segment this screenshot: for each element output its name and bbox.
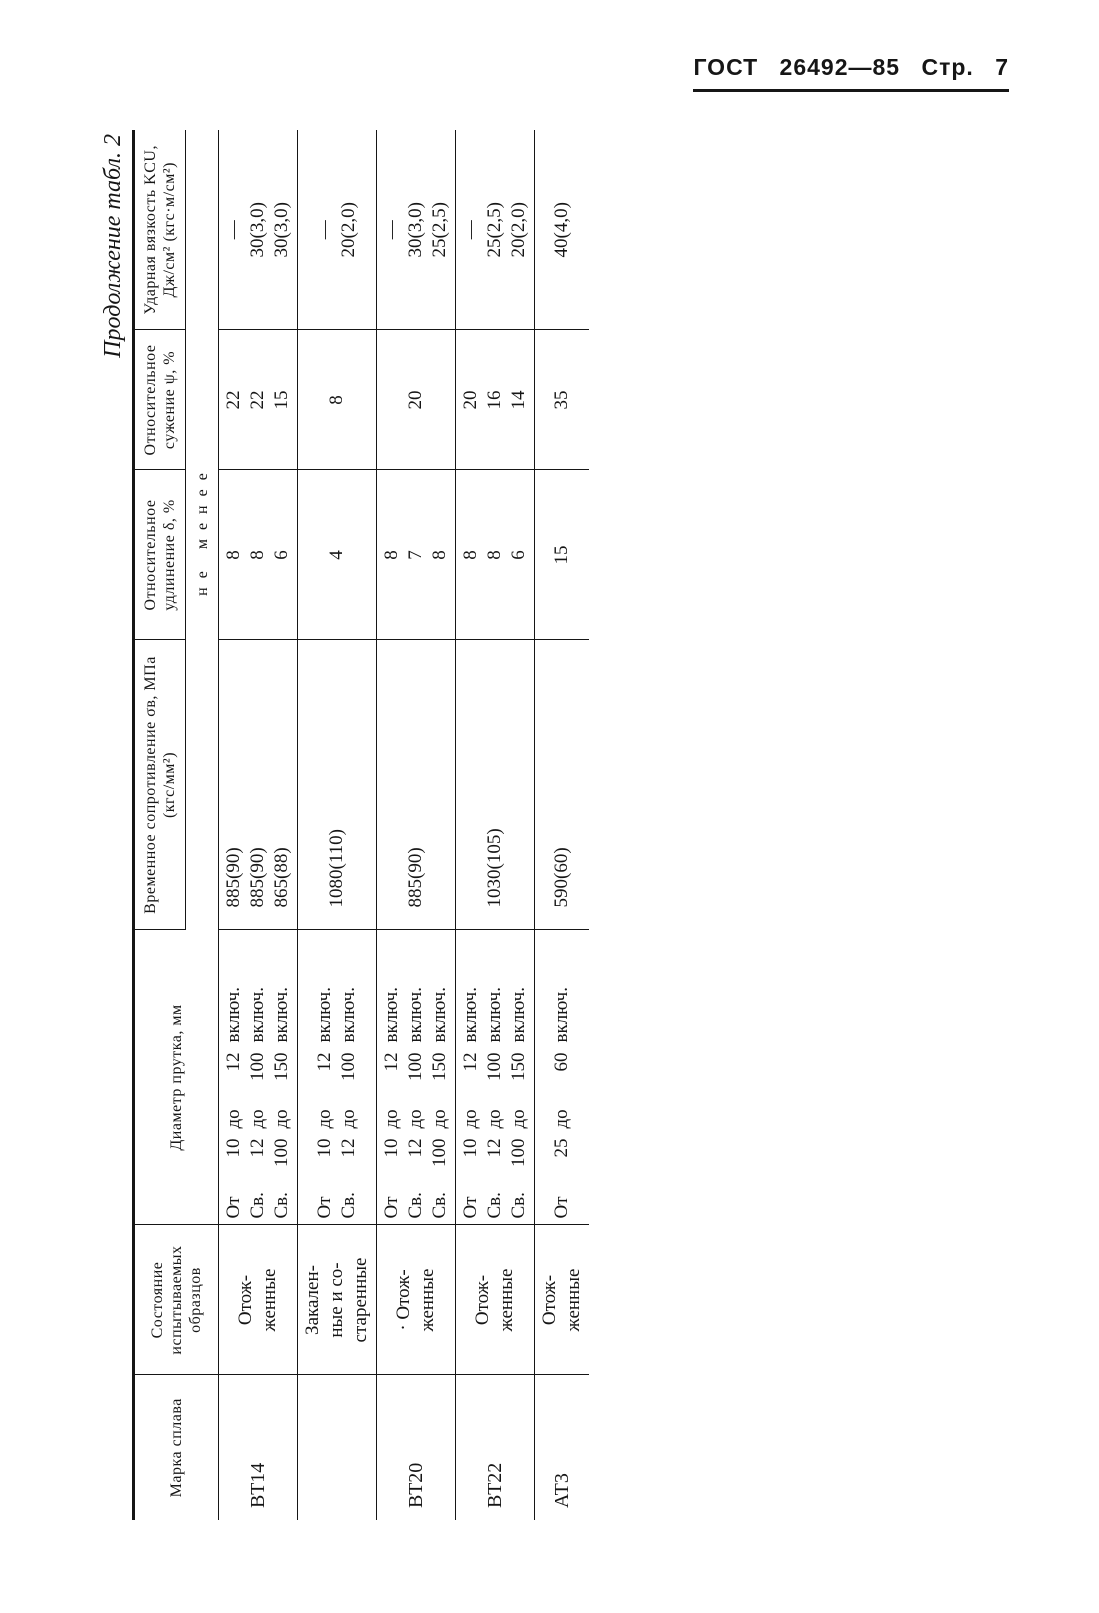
strength-cell — [298, 640, 377, 930]
properties-table — [132, 130, 589, 1520]
diameter-from: 12 — [247, 1138, 268, 1158]
diameter-to: до — [338, 1109, 359, 1129]
diameter-from: 10 — [460, 1138, 481, 1158]
impact-value: — — [223, 220, 244, 240]
diameter-from: 100 — [271, 1138, 292, 1167]
impact-value: 25(2,5) — [429, 202, 450, 258]
diameter-suffix: включ. — [223, 987, 244, 1043]
table-row — [535, 130, 590, 1520]
diameter-suffix: включ. — [508, 987, 529, 1043]
header-reduction: Относительное сужение ψ, % — [134, 330, 186, 470]
diameter-cell — [298, 930, 377, 1225]
diameter-suffix: включ. — [460, 987, 481, 1043]
elongation-value: 6 — [271, 550, 292, 560]
diameter-to: до — [484, 1109, 505, 1129]
table-caption: Продолжение табл. 2 — [100, 134, 126, 358]
elongation-cell — [456, 470, 535, 640]
reduction-value: 8 — [326, 395, 347, 405]
state-line: Отож- — [472, 1274, 493, 1326]
reduction-value: 22 — [247, 390, 268, 410]
diameter-from: 10 — [381, 1138, 402, 1158]
table-row — [377, 130, 456, 1520]
diameter-upper: 150 — [508, 1052, 529, 1081]
header-grade: Марка сплава — [134, 1375, 219, 1520]
impact-value: 30(3,0) — [405, 202, 426, 258]
reduction-cell — [377, 330, 456, 470]
diameter-prefix: От — [551, 1196, 572, 1219]
elongation-value: 8 — [223, 550, 244, 560]
impact-value: 25(2,5) — [484, 202, 505, 258]
strength-value: 885(90) — [247, 847, 268, 908]
diameter-suffix: включ. — [551, 987, 572, 1043]
diameter-upper: 60 — [551, 1052, 572, 1072]
grade-cell: ВТ14 — [219, 1375, 298, 1520]
strength-cell — [535, 640, 590, 930]
impact-cell — [219, 130, 298, 330]
elongation-value: 8 — [484, 550, 505, 560]
strength-value: 590(60) — [551, 847, 572, 908]
state-cell — [456, 1225, 535, 1375]
reduction-value: 15 — [271, 390, 292, 410]
reduction-value: 16 — [484, 390, 505, 410]
diameter-range — [270, 937, 294, 1219]
strength-value: 885(90) — [223, 847, 244, 908]
diameter-from: 100 — [508, 1138, 529, 1167]
impact-value: 30(3,0) — [247, 202, 268, 258]
diameter-upper: 100 — [484, 1052, 505, 1081]
page-header — [693, 54, 1009, 92]
diameter-suffix: включ. — [381, 987, 402, 1043]
elongation-value: 7 — [405, 550, 426, 560]
impact-value: 30(3,0) — [271, 202, 292, 258]
diameter-cell — [219, 930, 298, 1225]
diameter-cell — [535, 930, 590, 1225]
elongation-value: 8 — [429, 550, 450, 560]
diameter-suffix: включ. — [271, 987, 292, 1043]
elongation-cell — [377, 470, 456, 640]
diameter-suffix: включ. — [338, 987, 359, 1043]
impact-value: 20(2,0) — [508, 202, 529, 258]
reduction-value: 14 — [508, 390, 529, 410]
state-line: Закален- — [302, 1265, 323, 1335]
strength-cell — [456, 640, 535, 930]
diameter-suffix: включ. — [429, 987, 450, 1043]
diameter-range — [222, 937, 246, 1219]
reduction-cell — [456, 330, 535, 470]
reduction-value: 35 — [551, 390, 572, 410]
diameter-upper: 12 — [223, 1052, 244, 1072]
diameter-to: до — [508, 1109, 529, 1129]
elongation-cell — [535, 470, 590, 640]
diameter-range — [337, 937, 361, 1219]
diameter-to: до — [381, 1109, 402, 1129]
diameter-prefix: Св. — [429, 1192, 450, 1219]
state-line: Отож- — [235, 1274, 256, 1326]
reduction-value: 22 — [223, 390, 244, 410]
grade-cell: ВТ20 — [377, 1375, 456, 1520]
diameter-upper: 100 — [405, 1052, 426, 1081]
page-number: 7 — [995, 54, 1009, 80]
diameter-from: 25 — [551, 1138, 572, 1158]
diameter-to: до — [429, 1109, 450, 1129]
impact-cell — [535, 130, 590, 330]
diameter-prefix: От — [460, 1196, 481, 1219]
state-line: женные — [563, 1268, 584, 1332]
reduction-cell — [298, 330, 377, 470]
diameter-to: до — [223, 1109, 244, 1129]
diameter-from: 12 — [405, 1138, 426, 1158]
diameter-to: до — [551, 1109, 572, 1129]
state-cell — [298, 1225, 377, 1375]
elongation-cell — [219, 470, 298, 640]
elongation-value: 4 — [326, 550, 347, 560]
impact-value: — — [460, 220, 481, 240]
diameter-prefix: От — [314, 1196, 335, 1219]
diameter-range — [246, 937, 270, 1219]
header-diameter: Диаметр прутка, мм — [134, 930, 219, 1225]
rotated-table-area — [96, 130, 696, 1520]
impact-cell — [456, 130, 535, 330]
diameter-from: 12 — [338, 1138, 359, 1158]
diameter-range — [313, 937, 337, 1219]
diameter-upper: 12 — [314, 1052, 335, 1072]
diameter-upper: 100 — [338, 1052, 359, 1081]
diameter-prefix: Св. — [508, 1192, 529, 1219]
diameter-cell — [377, 930, 456, 1225]
impact-cell — [377, 130, 456, 330]
diameter-to: до — [247, 1109, 268, 1129]
diameter-cell — [456, 930, 535, 1225]
strength-cell — [219, 640, 298, 930]
state-line: женные — [417, 1268, 438, 1332]
table-body — [219, 130, 590, 1520]
state-line: женные — [496, 1268, 517, 1332]
diameter-range — [404, 937, 428, 1219]
impact-value: — — [314, 220, 335, 240]
diameter-suffix: включ. — [314, 987, 335, 1043]
elongation-cell — [298, 470, 377, 640]
diameter-prefix: Св. — [405, 1192, 426, 1219]
strength-cell — [377, 640, 456, 930]
diameter-prefix: Св. — [484, 1192, 505, 1219]
diameter-range — [380, 937, 404, 1219]
reduction-value: 20 — [405, 390, 426, 410]
table-header — [134, 130, 219, 1520]
diameter-upper: 12 — [460, 1052, 481, 1072]
state-line: старенные — [350, 1257, 371, 1343]
elongation-value: 8 — [460, 550, 481, 560]
state-line: Отож- — [539, 1274, 560, 1326]
grade-cell — [298, 1375, 377, 1520]
diameter-prefix: Св. — [271, 1192, 292, 1219]
impact-value: 40(4,0) — [551, 202, 572, 258]
diameter-prefix: Св. — [338, 1192, 359, 1219]
impact-value: — — [381, 220, 402, 240]
diameter-to: до — [271, 1109, 292, 1129]
diameter-upper: 150 — [271, 1052, 292, 1081]
diameter-range — [483, 937, 507, 1219]
diameter-upper: 12 — [381, 1052, 402, 1072]
strength-value: 865(88) — [271, 847, 292, 908]
strength-value: 885(90) — [405, 847, 426, 908]
diameter-from: 10 — [314, 1138, 335, 1158]
impact-value: 20(2,0) — [338, 202, 359, 258]
diameter-suffix: включ. — [405, 987, 426, 1043]
standard-label: ГОСТ — [693, 54, 759, 80]
diameter-prefix: От — [223, 1196, 244, 1219]
header-state: Состояние испытываемых образцов — [134, 1225, 219, 1375]
diameter-upper: 150 — [429, 1052, 450, 1081]
diameter-range — [550, 937, 574, 1219]
header-not-less: не менее — [186, 130, 219, 930]
diameter-to: до — [460, 1109, 481, 1129]
elongation-value: 15 — [551, 545, 572, 565]
grade-cell: АТ3 — [551, 1473, 573, 1508]
grade-cell: ВТ22 — [456, 1375, 535, 1520]
reduction-value: 20 — [460, 390, 481, 410]
reduction-cell — [219, 330, 298, 470]
table-row — [456, 130, 535, 1520]
diameter-range — [459, 937, 483, 1219]
diameter-from: 100 — [429, 1138, 450, 1167]
state-cell — [219, 1225, 298, 1375]
strength-value: 1080(110) — [326, 829, 347, 908]
diameter-from: 10 — [223, 1138, 244, 1158]
diameter-from: 12 — [484, 1138, 505, 1158]
header-strength: Временное сопротивление σв, МПа (кгс/мм²) — [134, 640, 186, 930]
state-line: женные — [259, 1268, 280, 1332]
state-cell — [535, 1225, 590, 1375]
page-label: Стр. — [921, 54, 974, 80]
header-elongation: Относительное удлинение δ, % — [134, 470, 186, 640]
diameter-prefix: Св. — [247, 1192, 268, 1219]
elongation-value: 8 — [247, 550, 268, 560]
header-impact: Ударная вязкость KCU, Дж/см² (кгс·м/см²) — [134, 130, 186, 330]
strength-value: 1030(105) — [484, 828, 505, 908]
reduction-cell — [535, 330, 590, 470]
standard-number: 26492—85 — [779, 54, 901, 80]
diameter-prefix: От — [381, 1196, 402, 1219]
diameter-upper: 100 — [247, 1052, 268, 1081]
impact-cell — [298, 130, 377, 330]
diameter-range — [428, 937, 452, 1219]
diameter-range — [507, 937, 531, 1219]
state-line: · Отож- — [393, 1269, 414, 1331]
state-cell — [377, 1225, 456, 1375]
diameter-to: до — [405, 1109, 426, 1129]
table-row — [298, 130, 377, 1520]
diameter-suffix: включ. — [484, 987, 505, 1043]
table-row — [219, 130, 298, 1520]
elongation-value: 6 — [508, 550, 529, 560]
diameter-suffix: включ. — [247, 987, 268, 1043]
state-line: ные и со- — [326, 1262, 347, 1338]
elongation-value: 8 — [381, 550, 402, 560]
diameter-to: до — [314, 1109, 335, 1129]
